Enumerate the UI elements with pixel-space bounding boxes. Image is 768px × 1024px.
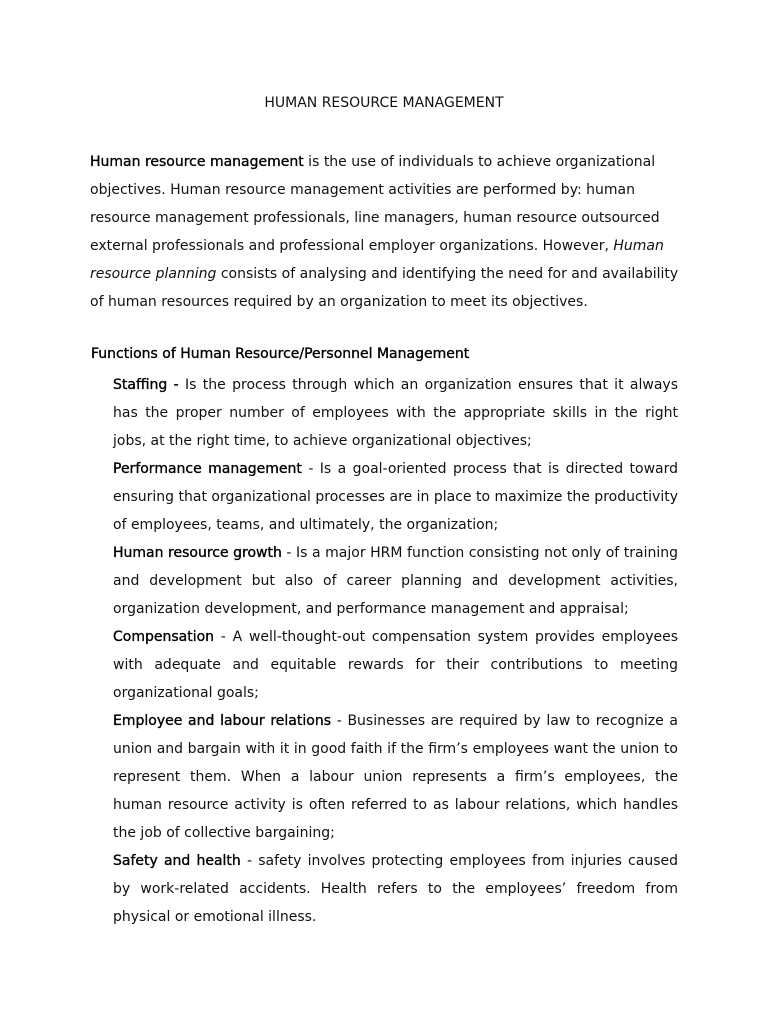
intro-text-a: is the use of individuals to achieve organizational objectives. Human resource management activities are performed by: human resource management professionals, line managers, human resource outsourced external professionals and professional employer organizations. However, xyxy=(90,154,660,254)
function-text: Is the process through which an organization ensures that it always has the proper number of employees with the appropriate skills in the right jobs, at the right time, to achieve organizational objectives; xyxy=(113,377,678,449)
function-item-compensation xyxy=(113,623,678,707)
functions-heading: Functions of Human Resource/Personnel Management xyxy=(91,346,470,362)
intro-term: Human resource management xyxy=(90,154,304,170)
function-text: - safety involves protecting employees from injuries caused by work-related accidents. Health refers to the employees’ freedom from physical or emotional illness. xyxy=(113,853,678,925)
function-text: - Businesses are required by law to recognize a union and bargain with it in good faith if the firm’s employees want the union to represent them. When a labour union represents a firm’s employees, the human resource activity is often referred to as labour relations, which handles the job of collective bargaining; xyxy=(113,713,678,841)
intro-italic-term: Human resource planning xyxy=(90,238,664,282)
function-term: Employee and labour relations xyxy=(113,713,331,729)
function-term: Human resource growth xyxy=(113,545,282,561)
function-term: Staffing - xyxy=(113,377,179,393)
function-item-employee-labour-relations xyxy=(113,707,678,847)
function-item-human-resource-growth xyxy=(113,539,678,623)
function-text: - Is a goal-oriented process that is directed toward ensuring that organizational processes are in place to maximize the productivity of employees, teams, and ultimately, the organization; xyxy=(113,461,678,533)
function-term: Compensation xyxy=(113,629,215,645)
intro-paragraph xyxy=(90,148,690,316)
document-title: HUMAN RESOURCE MANAGEMENT xyxy=(264,95,504,111)
function-item-staffing xyxy=(113,371,678,455)
functions-list xyxy=(113,371,678,931)
function-text: - Is a major HRM function consisting not only of training and development but also of career planning and development activities, organization development, and performance management and appraisal; xyxy=(113,545,679,617)
function-item-performance-management xyxy=(113,455,678,539)
function-item-safety-health xyxy=(113,847,678,931)
intro-text-b: consists of analysing and identifying the need for and availability of human resources required by an organization to meet its objectives. xyxy=(90,266,679,310)
function-term: Safety and health xyxy=(113,853,241,869)
function-term: Performance management xyxy=(113,461,302,477)
function-text: - A well-thought-out compensation system provides employees with adequate and equitable rewards for their contributions to meeting organizational goals; xyxy=(113,629,678,701)
